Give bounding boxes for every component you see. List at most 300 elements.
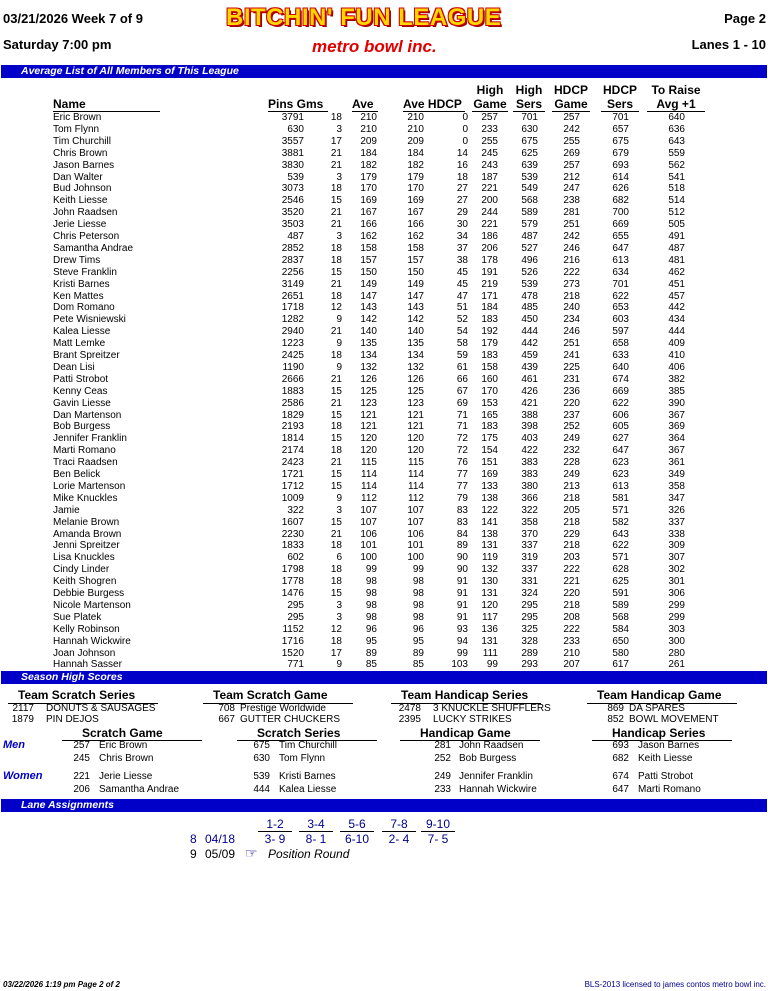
cell-name: John Raadsen xyxy=(53,207,118,219)
lane-pair: 9-10 xyxy=(425,817,451,831)
cell-name: Dan Walter xyxy=(53,171,103,183)
cell-high-game: 206 xyxy=(481,242,498,254)
cell-hdcp-game: 218 xyxy=(563,492,580,504)
cell-hdcp-game: 234 xyxy=(563,314,580,326)
cell-ave: 95 xyxy=(365,635,377,647)
table-row xyxy=(0,148,768,160)
cell-ave-listed: 101 xyxy=(407,540,424,552)
table-row xyxy=(0,552,768,564)
cell-hdcp: 91 xyxy=(456,611,468,623)
cell-hdcp-sers: 571 xyxy=(612,504,629,516)
cell-hdcp-game: 213 xyxy=(563,480,580,492)
cell-ave: 107 xyxy=(360,516,377,528)
cell-to-raise: 562 xyxy=(668,159,685,171)
cell-hdcp-game: 257 xyxy=(563,159,580,171)
cell-to-raise: 541 xyxy=(668,171,685,183)
cell-high-game: 122 xyxy=(481,504,498,516)
cell-ave-listed: 85 xyxy=(412,659,424,671)
cell-games: 18 xyxy=(330,183,342,195)
cell-ave: 149 xyxy=(360,278,377,290)
cell-ave: 209 xyxy=(360,135,377,147)
cell-ave-listed: 184 xyxy=(407,147,424,159)
col-head-to-raise-line1: To Raise xyxy=(651,83,701,97)
cell-hdcp: 91 xyxy=(456,588,468,599)
cell-ave: 184 xyxy=(360,147,377,159)
cell-hdcp-game: 246 xyxy=(563,326,580,338)
cell-to-raise: 442 xyxy=(668,302,685,314)
table-row xyxy=(0,243,768,255)
cell-to-raise: 457 xyxy=(668,290,685,302)
cell-hdcp: 90 xyxy=(456,564,468,576)
cell-games: 21 xyxy=(330,373,342,385)
cell-hdcp-sers: 622 xyxy=(612,290,629,302)
cell-hdcp-game: 257 xyxy=(563,112,580,123)
cell-games: 21 xyxy=(330,397,342,409)
cell-pins: 2666 xyxy=(281,373,304,385)
cell-hdcp-sers: 606 xyxy=(612,409,629,421)
cell-games: 18 xyxy=(330,112,342,123)
cell-ave-listed: 147 xyxy=(407,290,424,302)
cell-hdcp-sers: 580 xyxy=(612,647,629,659)
cell-name: Eric Brown xyxy=(53,112,102,123)
team-high-score: 852 xyxy=(607,714,624,725)
table-row xyxy=(0,433,768,445)
cell-high-game: 192 xyxy=(481,326,498,338)
cell-hdcp: 27 xyxy=(456,195,468,207)
cell-hdcp-game: 246 xyxy=(563,242,580,254)
cell-hdcp: 34 xyxy=(456,231,468,242)
men-high-score: 682 xyxy=(612,753,629,764)
cell-high-game: 244 xyxy=(481,207,498,219)
team-high-name: 3 KNUCKLE SHUFFLERS xyxy=(433,703,551,714)
cell-high-game: 131 xyxy=(481,588,498,599)
cell-to-raise: 367 xyxy=(668,445,685,457)
col-head-hdcp-game-line1: HDCP xyxy=(553,83,588,97)
cell-to-raise: 518 xyxy=(668,183,685,195)
cell-ave-listed: 140 xyxy=(407,326,424,338)
cell-hdcp-game: 222 xyxy=(563,564,580,576)
cell-ave: 96 xyxy=(365,623,377,635)
cell-to-raise: 301 xyxy=(668,576,685,588)
cell-high-sers: 421 xyxy=(521,397,538,409)
season-high-section-title: Season High Scores xyxy=(21,671,123,683)
cell-games: 21 xyxy=(330,528,342,540)
lane-section-title: Lane Assignments xyxy=(21,799,114,811)
cell-ave-listed: 96 xyxy=(412,623,424,635)
individual-high-heading: Handicap Game xyxy=(420,726,511,740)
table-row xyxy=(0,314,768,326)
table-row xyxy=(0,231,768,243)
women-high-name: Samantha Andrae xyxy=(99,784,180,795)
cell-to-raise: 487 xyxy=(668,242,685,254)
cell-hdcp: 91 xyxy=(456,599,468,611)
table-row xyxy=(0,136,768,148)
cell-name: Bob Burgess xyxy=(53,421,111,433)
cell-ave: 99 xyxy=(365,564,377,576)
cell-high-game: 184 xyxy=(481,302,498,314)
women-high-name: Jerie Liesse xyxy=(99,771,153,782)
table-row xyxy=(0,493,768,505)
cell-pins: 1607 xyxy=(281,516,304,528)
team-high-heading: Team Scratch Series xyxy=(18,688,136,702)
cell-hdcp: 52 xyxy=(456,314,468,326)
cell-games: 21 xyxy=(330,326,342,338)
men-high-score: 252 xyxy=(434,753,451,764)
cell-name: Sue Platek xyxy=(53,611,102,623)
cell-ave: 182 xyxy=(360,159,377,171)
cell-hdcp-sers: 622 xyxy=(612,540,629,552)
cell-games: 18 xyxy=(330,635,342,647)
cell-high-sers: 322 xyxy=(521,504,538,516)
cell-pins: 1223 xyxy=(281,338,304,350)
col-head-high-game-line2: Game xyxy=(473,97,507,111)
cell-name: Gavin Liesse xyxy=(53,397,111,409)
cell-games: 18 xyxy=(330,540,342,552)
cell-high-game: 141 xyxy=(481,516,498,528)
cell-high-sers: 444 xyxy=(521,326,538,338)
men-high-score: 630 xyxy=(253,753,270,764)
women-high-score: 221 xyxy=(73,771,90,782)
cell-ave-listed: 100 xyxy=(407,552,424,564)
cell-ave-listed: 150 xyxy=(407,266,424,278)
bowling-center-name: metro bowl inc. xyxy=(312,37,437,56)
team-high-name: Prestige Worldwide xyxy=(240,703,326,714)
cell-ave-listed: 106 xyxy=(407,528,424,540)
lane-pair: 1-2 xyxy=(266,817,284,831)
average-section-bar xyxy=(1,65,767,78)
cell-name: Hannah Wickwire xyxy=(53,635,131,647)
cell-high-sers: 380 xyxy=(521,480,538,492)
cell-to-raise: 434 xyxy=(668,314,685,326)
cell-ave-listed: 123 xyxy=(407,397,424,409)
cell-pins: 771 xyxy=(287,659,304,671)
cell-high-sers: 337 xyxy=(521,540,538,552)
team-high-name: GUTTER CHUCKERS xyxy=(240,714,341,725)
cell-ave-listed: 95 xyxy=(412,635,424,647)
cell-high-game: 120 xyxy=(481,599,498,611)
cell-games: 3 xyxy=(336,231,342,242)
league-lanes: Lanes 1 - 10 xyxy=(691,37,766,52)
cell-name: Brant Spreitzer xyxy=(53,350,120,361)
col-head-pins-gms: Pins Gms xyxy=(268,97,324,111)
cell-hdcp: 66 xyxy=(456,373,468,385)
cell-ave: 157 xyxy=(360,254,377,266)
cell-ave-listed: 98 xyxy=(412,576,424,588)
cell-high-game: 158 xyxy=(481,361,498,373)
cell-high-game: 151 xyxy=(481,457,498,469)
cell-games: 3 xyxy=(336,504,342,516)
cell-ave: 115 xyxy=(361,457,377,469)
cell-pins: 2425 xyxy=(281,350,304,361)
cell-name: Pete Wisniewski xyxy=(53,314,126,326)
cell-games: 18 xyxy=(330,254,342,266)
cell-hdcp-game: 218 xyxy=(563,599,580,611)
cell-ave-listed: 142 xyxy=(407,314,424,326)
table-row xyxy=(0,481,768,493)
cell-hdcp: 29 xyxy=(456,207,468,219)
cell-hdcp-game: 228 xyxy=(563,457,580,469)
footer-license: BLS-2013 licensed to james contos metro bowl inc. xyxy=(584,980,766,989)
table-row xyxy=(0,172,768,184)
cell-name: Matt Lemke xyxy=(53,338,106,350)
cell-to-raise: 390 xyxy=(668,397,685,409)
cell-hdcp-sers: 693 xyxy=(612,159,629,171)
cell-name: Jason Barnes xyxy=(53,159,115,171)
cell-high-game: 183 xyxy=(481,314,498,326)
cell-hdcp-sers: 633 xyxy=(612,350,629,361)
cell-games: 18 xyxy=(330,242,342,254)
cell-pins: 1520 xyxy=(281,647,304,659)
cell-hdcp-game: 221 xyxy=(563,576,580,588)
cell-pins: 3791 xyxy=(281,112,304,123)
lane-team-pair: 8- 1 xyxy=(305,832,327,846)
cell-hdcp-game: 281 xyxy=(563,207,580,219)
men-high-score: 245 xyxy=(73,753,90,764)
lane-team-pair: 6-10 xyxy=(344,832,370,846)
cell-to-raise: 444 xyxy=(668,326,685,338)
table-row xyxy=(0,410,768,422)
cell-high-sers: 366 xyxy=(521,492,538,504)
cell-pins: 1778 xyxy=(281,576,304,588)
cell-to-raise: 302 xyxy=(668,564,685,576)
table-row xyxy=(0,338,768,350)
team-high-name: BOWL MOVEMENT xyxy=(629,714,719,725)
cell-pins: 3557 xyxy=(281,135,304,147)
cell-hdcp: 0 xyxy=(462,123,468,135)
cell-hdcp-sers: 589 xyxy=(612,599,629,611)
women-high-score: 206 xyxy=(73,784,90,795)
cell-games: 3 xyxy=(336,123,342,135)
table-row xyxy=(0,505,768,517)
cell-pins: 322 xyxy=(287,504,304,516)
cell-hdcp-sers: 675 xyxy=(612,135,629,147)
cell-high-sers: 487 xyxy=(521,231,538,242)
cell-high-sers: 625 xyxy=(521,147,538,159)
team-high-score: 1879 xyxy=(11,714,34,725)
cell-ave-listed: 134 xyxy=(407,350,424,361)
cell-hdcp: 91 xyxy=(456,576,468,588)
cell-ave-listed: 121 xyxy=(407,409,424,421)
cell-hdcp-game: 218 xyxy=(563,516,580,528)
cell-pins: 295 xyxy=(287,611,304,623)
cell-high-sers: 442 xyxy=(521,338,538,350)
cell-high-game: 187 xyxy=(481,171,498,183)
cell-ave-listed: 210 xyxy=(407,112,424,123)
cell-name: Hannah Sasser xyxy=(53,659,122,671)
men-high-score: 693 xyxy=(612,740,629,751)
cell-high-game: 178 xyxy=(481,254,498,266)
cell-high-game: 179 xyxy=(481,338,498,350)
cell-high-game: 171 xyxy=(481,290,498,302)
cell-games: 15 xyxy=(330,385,342,397)
cell-high-sers: 439 xyxy=(521,361,538,373)
cell-games: 18 xyxy=(330,576,342,588)
cell-hdcp-sers: 582 xyxy=(612,516,629,528)
cell-high-sers: 422 xyxy=(521,445,538,457)
cell-hdcp-game: 249 xyxy=(563,433,580,445)
women-high-name: Jennifer Franklin xyxy=(459,771,533,782)
cell-high-sers: 325 xyxy=(521,623,538,635)
cell-ave-listed: 121 xyxy=(407,421,424,433)
cell-high-sers: 328 xyxy=(521,635,538,647)
cell-ave: 125 xyxy=(360,385,377,397)
cell-hdcp-game: 255 xyxy=(563,135,580,147)
cell-pins: 2852 xyxy=(281,242,304,254)
table-row xyxy=(0,421,768,433)
table-row xyxy=(0,219,768,231)
women-high-name: Kristi Barnes xyxy=(279,771,336,782)
cell-ave: 100 xyxy=(360,552,377,564)
individual-high-heading: Scratch Series xyxy=(257,726,341,740)
cell-ave-listed: 182 xyxy=(407,159,424,171)
cell-hdcp-sers: 658 xyxy=(612,338,629,350)
average-section-title: Average List of All Members of This League xyxy=(21,65,239,77)
cell-hdcp-sers: 605 xyxy=(612,421,629,433)
cell-high-sers: 383 xyxy=(521,469,538,480)
table-row xyxy=(0,529,768,541)
table-row xyxy=(0,659,768,671)
cell-hdcp-sers: 669 xyxy=(612,385,629,397)
cell-high-sers: 496 xyxy=(521,254,538,266)
table-row xyxy=(0,160,768,172)
cell-pins: 3830 xyxy=(281,159,304,171)
col-head-ave-hdcp: Ave HDCP xyxy=(403,97,462,111)
table-row xyxy=(0,576,768,588)
men-high-score: 675 xyxy=(253,740,270,751)
cell-pins: 2193 xyxy=(281,421,304,433)
cell-high-game: 245 xyxy=(481,147,498,159)
cell-hdcp-game: 247 xyxy=(563,183,580,195)
women-high-score: 647 xyxy=(612,784,629,795)
cell-high-sers: 675 xyxy=(521,135,538,147)
cell-hdcp-game: 241 xyxy=(563,350,580,361)
cell-hdcp-sers: 626 xyxy=(612,183,629,195)
cell-pins: 2940 xyxy=(281,326,304,338)
col-head-hdcp-sers-line2: Sers xyxy=(606,97,634,111)
cell-high-game: 130 xyxy=(481,576,498,588)
cell-ave: 132 xyxy=(360,361,377,373)
team-high-heading: Team Scratch Game xyxy=(213,688,328,702)
cell-ave-listed: 98 xyxy=(412,599,424,611)
cell-hdcp-sers: 627 xyxy=(612,433,629,445)
cell-hdcp-sers: 571 xyxy=(612,552,629,564)
cell-to-raise: 640 xyxy=(668,112,685,123)
cell-games: 3 xyxy=(336,171,342,183)
cell-high-game: 131 xyxy=(481,635,498,647)
col-head-name: Name xyxy=(53,97,86,111)
cell-pins: 1190 xyxy=(282,361,304,373)
cell-hdcp: 71 xyxy=(456,409,468,421)
cell-high-sers: 289 xyxy=(521,647,538,659)
cell-games: 9 xyxy=(336,659,342,671)
cell-hdcp: 16 xyxy=(456,159,468,171)
cell-pins: 2423 xyxy=(281,457,304,469)
table-row xyxy=(0,255,768,267)
men-high-name: Bob Burgess xyxy=(459,753,517,764)
cell-to-raise: 347 xyxy=(668,492,685,504)
cell-games: 9 xyxy=(336,314,342,326)
cell-to-raise: 512 xyxy=(668,207,685,219)
cell-hdcp-sers: 622 xyxy=(612,397,629,409)
cell-hdcp: 0 xyxy=(462,112,468,123)
cell-hdcp-sers: 701 xyxy=(612,112,629,123)
cell-hdcp-game: 220 xyxy=(563,588,580,599)
cell-high-game: 138 xyxy=(481,528,498,540)
cell-ave-listed: 158 xyxy=(407,242,424,254)
cell-to-raise: 462 xyxy=(668,266,685,278)
cell-high-sers: 398 xyxy=(521,421,538,433)
page-number: Page 2 xyxy=(724,11,766,26)
cell-games: 18 xyxy=(330,290,342,302)
cell-pins: 1476 xyxy=(281,588,304,599)
cell-pins: 295 xyxy=(287,599,304,611)
cell-ave: 120 xyxy=(360,433,377,445)
table-row xyxy=(0,267,768,279)
cell-hdcp-game: 232 xyxy=(563,445,580,457)
cell-games: 12 xyxy=(330,302,342,314)
women-label: Women xyxy=(3,770,43,782)
cell-high-game: 119 xyxy=(482,552,498,564)
cell-hdcp-game: 229 xyxy=(563,528,580,540)
col-head-ave: Ave xyxy=(352,97,374,111)
cell-high-game: 153 xyxy=(481,397,498,409)
cell-games: 15 xyxy=(330,409,342,421)
cell-ave-listed: 135 xyxy=(407,338,424,350)
cell-hdcp-game: 238 xyxy=(563,195,580,207)
cell-name: Kristi Barnes xyxy=(53,278,110,290)
women-high-score: 539 xyxy=(253,771,270,782)
cell-games: 15 xyxy=(330,480,342,492)
cell-ave: 169 xyxy=(360,195,377,207)
cell-high-sers: 426 xyxy=(521,385,538,397)
table-row xyxy=(0,398,768,410)
cell-high-sers: 370 xyxy=(521,528,538,540)
cell-high-sers: 295 xyxy=(521,599,538,611)
cell-games: 18 xyxy=(330,350,342,361)
cell-hdcp-game: 237 xyxy=(563,409,580,421)
cell-ave: 166 xyxy=(360,219,377,231)
table-row xyxy=(0,302,768,314)
cell-hdcp-game: 208 xyxy=(563,611,580,623)
cell-ave: 98 xyxy=(365,611,377,623)
lane-week-date: 04/18 xyxy=(205,832,236,846)
cell-high-sers: 293 xyxy=(521,659,538,671)
women-high-name: Patti Strobot xyxy=(638,771,694,782)
cell-ave: 114 xyxy=(361,469,377,480)
cell-pins: 2586 xyxy=(281,397,304,409)
cell-ave: 158 xyxy=(360,242,377,254)
cell-hdcp-sers: 643 xyxy=(612,528,629,540)
lane-pair: 3-4 xyxy=(307,817,325,831)
men-high-name: Tim Churchill xyxy=(279,740,337,751)
cell-games: 21 xyxy=(330,147,342,159)
table-row xyxy=(0,207,768,219)
cell-to-raise: 491 xyxy=(668,231,685,242)
cell-ave: 106 xyxy=(360,528,377,540)
team-high-score: 667 xyxy=(218,714,235,725)
cell-to-raise: 451 xyxy=(668,278,685,290)
women-high-score: 674 xyxy=(612,771,629,782)
cell-name: Chris Brown xyxy=(53,147,108,159)
women-high-name: Hannah Wickwire xyxy=(459,784,537,795)
cell-ave: 179 xyxy=(360,171,377,183)
cell-hdcp-game: 212 xyxy=(563,171,580,183)
cell-ave: 101 xyxy=(360,540,377,552)
cell-games: 9 xyxy=(336,361,342,373)
cell-pins: 630 xyxy=(287,123,304,135)
cell-high-game: 243 xyxy=(481,159,498,171)
men-label: Men xyxy=(3,739,25,751)
